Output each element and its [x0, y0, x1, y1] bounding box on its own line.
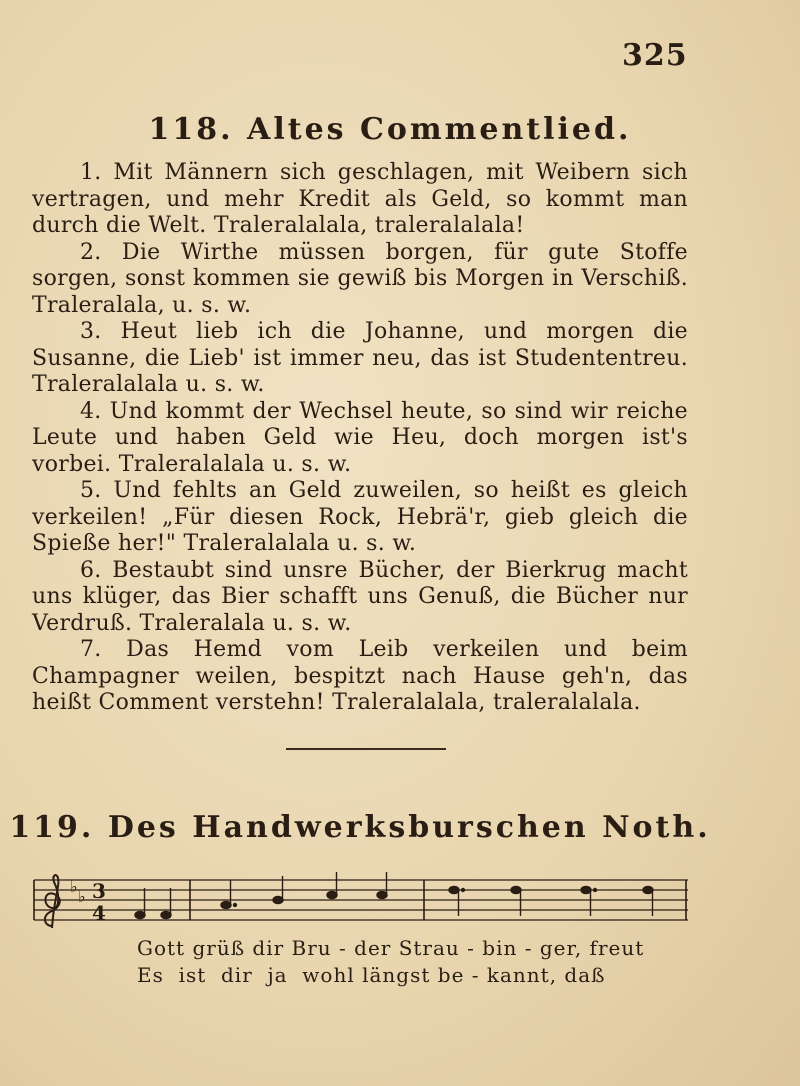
page-number: 325 — [622, 38, 688, 73]
key-flat-2: ♭ — [78, 887, 86, 906]
verse-7: 7. Das Hemd vom Leib verkeilen und beim Champagner weilen, bespitzt nach Hause geh'n, das heißt Comment verstehn! Traleralalala, traleralalala. — [32, 637, 688, 715]
music-staff — [30, 868, 690, 938]
song-119-title: 119. Des Handwerksburschen Noth. — [9, 810, 711, 845]
verse-5: 5. Und fehlts an Geld zuweilen, so heißt es gleich verkeilen! „Für diesen Rock, Hebrä'r, gieb gleich die Spieße her!" Traleralalala u. s. w. — [32, 478, 688, 556]
key-flat-1: ♭ — [70, 877, 78, 896]
song-118-verses — [32, 160, 688, 717]
verse-1: 1. Mit Männern sich geschlagen, mit Weibern sich vertragen, und mehr Kredit als Geld, so kommt man durch die Welt. Traleralalala, traleralalala! — [32, 160, 688, 238]
lyrics-line-1: Gott grüß dir Bru - der Strau - bin - ger, freut — [137, 936, 645, 960]
time-signature-bottom: 4 — [92, 901, 106, 925]
verse-4: 4. Und kommt der Wechsel heute, so sind wir reiche Leute und haben Geld wie Heu, doch morgen ist's vorbei. Traleralalala u. s. w. — [32, 398, 688, 477]
section-divider — [286, 748, 446, 750]
lyrics-line-2: Es ist dir ja wohl längst be - kannt, daß — [137, 963, 606, 987]
verse-2: 2. Die Wirthe müssen borgen, für gute Stoffe sorgen, sonst kommen sie gewiß bis Morgen in Verschiß. Traleralala, u. s. w. — [32, 239, 688, 318]
verse-6: 6. Bestaubt sind unsre Bücher, der Bierkrug macht uns klüger, das Bier schafft uns Genuß, die Bücher nur Verdruß. Traleralala u. s. w. — [32, 557, 688, 636]
verse-3: 3. Heut lieb ich die Johanne, und morgen die Susanne, die Lieb' ist immer neu, das ist Studententreu. Traleralalala u. s. w. — [32, 319, 688, 397]
song-118-title: 118. Altes Commentlied. — [148, 112, 632, 147]
time-signature-top: 3 — [92, 879, 106, 903]
notes — [135, 872, 653, 919]
